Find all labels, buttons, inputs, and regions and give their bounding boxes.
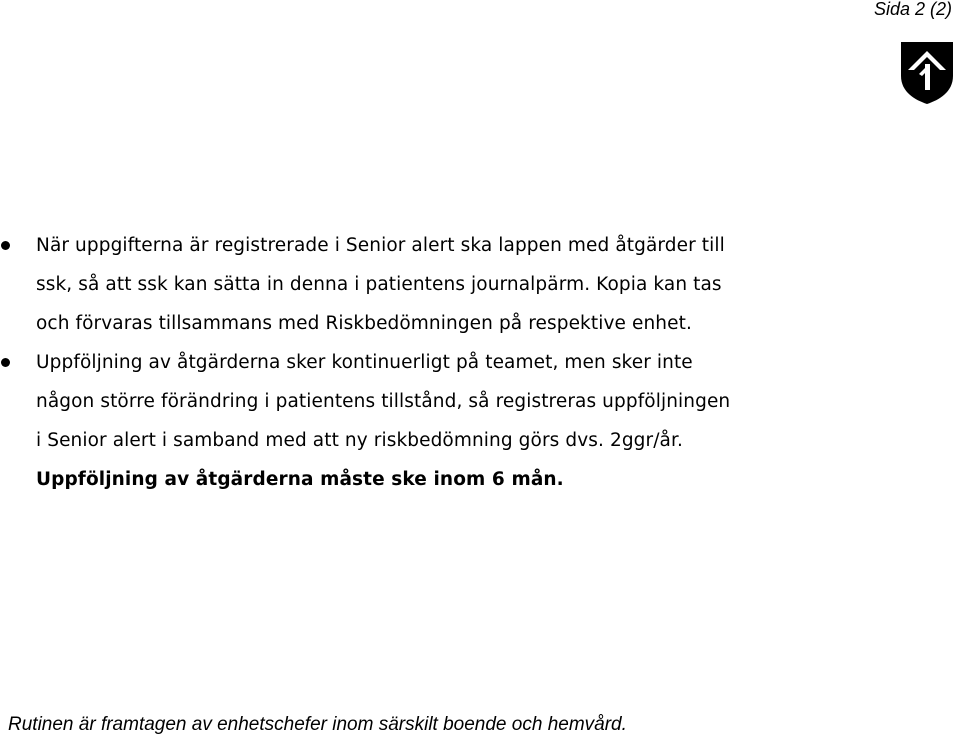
bullet-dot-icon (1, 241, 10, 250)
bullet-list (0, 226, 940, 499)
bullet-dot-icon (1, 358, 10, 367)
footer-note: Rutinen är framtagen av enhetschefer inom särskilt boende och hemvård. (8, 714, 627, 735)
bullet-item (0, 226, 940, 343)
bullet-emphasis-line: Uppföljning av åtgärderna måste ske inom 6 mån. (36, 469, 564, 490)
bullet-text-line: någon större förändring i patientens tillstånd, så registreras uppföljningen (36, 391, 731, 412)
bullet-text-line: Uppföljning av åtgärderna sker kontinuerligt på teamet, men sker inte (36, 352, 693, 373)
page-number: Sida 2 (2) (873, 0, 952, 19)
bullet-text-line: i Senior alert i samband med att ny riskbedömning görs dvs. 2ggr/år. (36, 430, 683, 451)
municipal-crest-icon (899, 40, 955, 106)
bullet-item (0, 343, 940, 499)
bullet-text-line: och förvaras tillsammans med Riskbedömningen på respektive enhet. (36, 313, 692, 334)
bullet-text-line: När uppgifterna är registrerade i Senior alert ska lappen med åtgärder till (36, 235, 725, 256)
bullet-text-line: ssk, så att ssk kan sätta in denna i patientens journalpärm. Kopia kan tas (36, 274, 722, 295)
